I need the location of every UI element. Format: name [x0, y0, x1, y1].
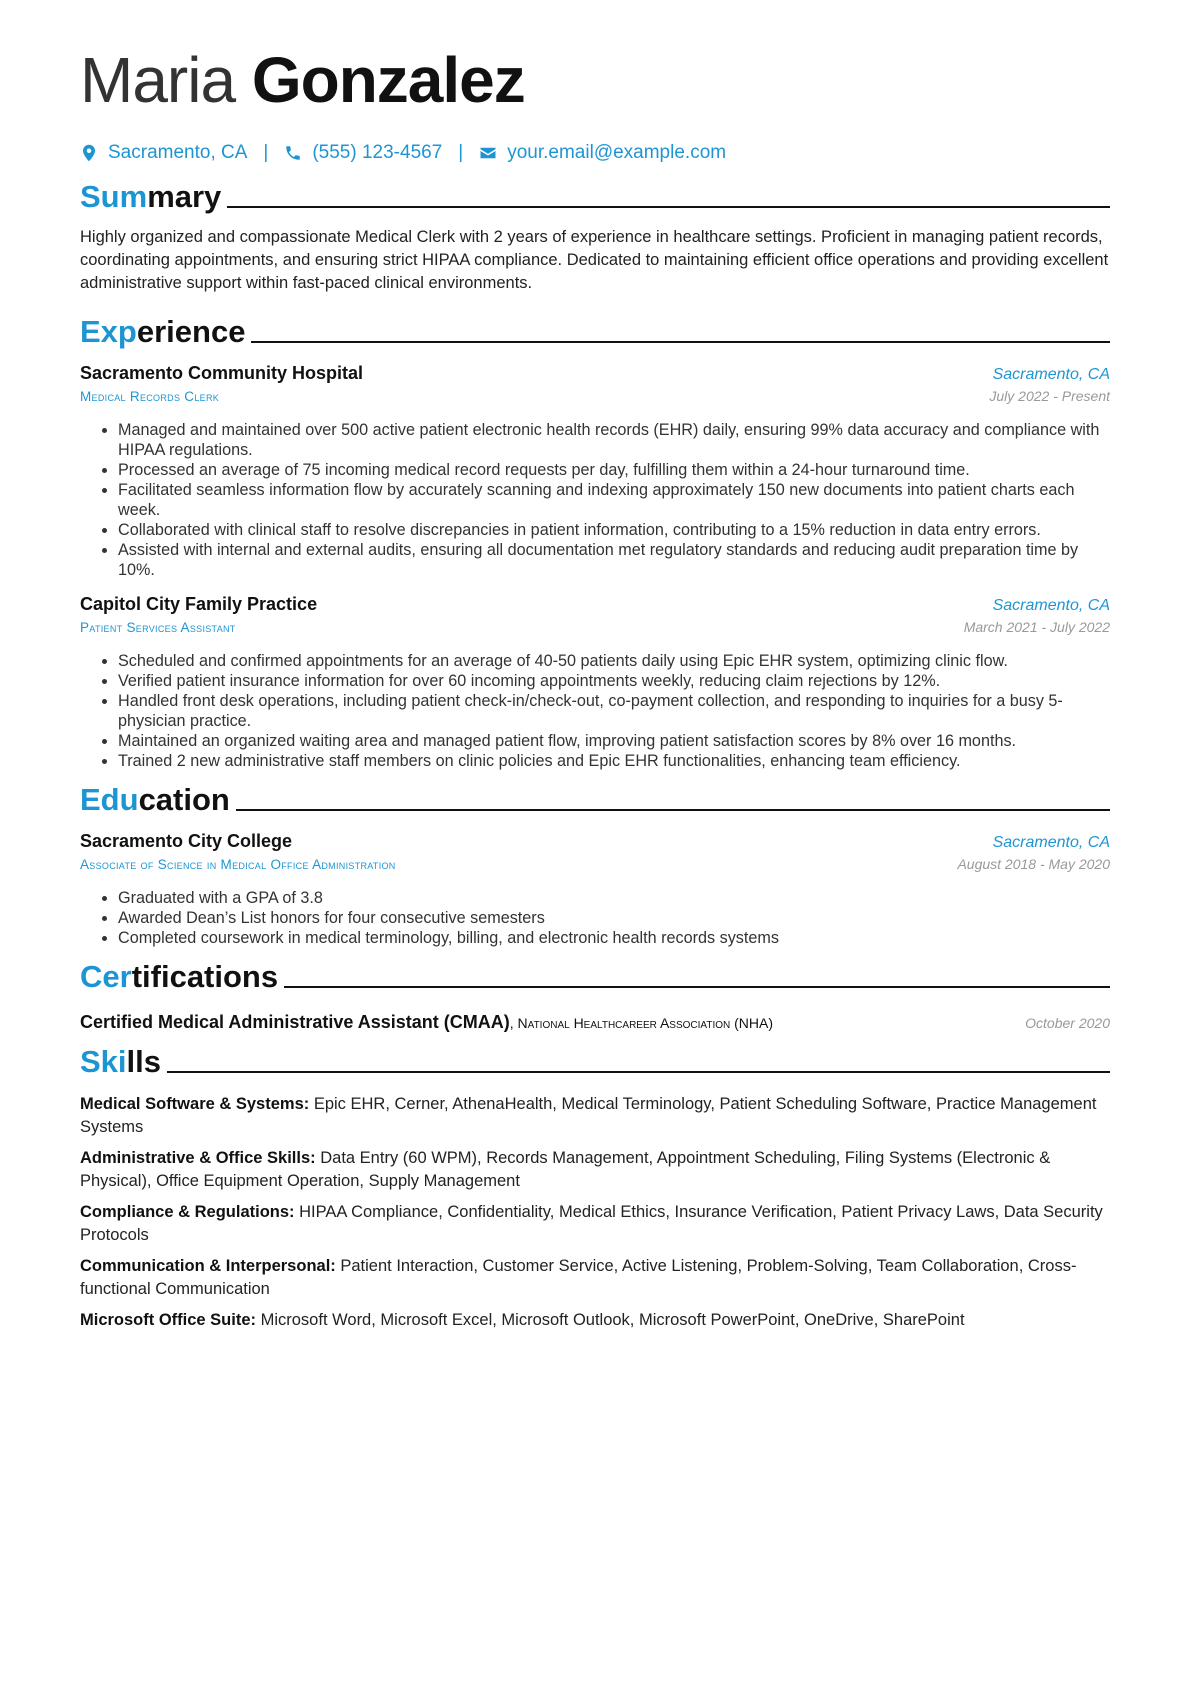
section-title [80, 178, 221, 216]
contact-email[interactable] [479, 142, 726, 164]
bullet-item: • Handled front desk operations, including patient check-in/check-out, co-payment collection, and responding to inquiries for a busy 5-physician practice. [118, 691, 1110, 731]
section-title [80, 958, 278, 996]
job-title: Patient Services Assistant [80, 620, 236, 635]
title-rest: lls [126, 1044, 161, 1079]
skill-label: Communication & Interpersonal: [80, 1257, 336, 1275]
certification-date: October 2020 [1025, 1015, 1110, 1031]
email-link[interactable]: your.email@example.com [507, 142, 727, 163]
job-entry [80, 363, 1110, 580]
job-bullets [80, 651, 1110, 771]
section-title [80, 781, 230, 819]
school-name: Sacramento City College [80, 831, 293, 851]
certifications-heading [80, 958, 1110, 996]
title-rest: mary [147, 179, 222, 214]
section-rule [167, 1071, 1110, 1073]
bullet-item: • Graduated with a GPA of 3.8 [118, 888, 1110, 908]
title-accent: Cer [80, 959, 132, 994]
skill-row [80, 1147, 1110, 1193]
summary-heading [80, 178, 1110, 216]
phone-text[interactable]: (555) 123-4567 [312, 142, 443, 163]
first-name: Maria [80, 44, 236, 116]
bullet-item: • Scheduled and confirmed appointments for an average of 40-50 patients daily using Epic EHR system, optimizing clinic flow. [118, 651, 1110, 671]
school-location: Sacramento, CA [992, 834, 1110, 851]
degree-name: Associate of Science in Medical Office Administration [80, 857, 396, 872]
job-location: Sacramento, CA [992, 366, 1110, 383]
section-title [80, 313, 245, 351]
bullet-item: • Facilitated seamless information flow by accurately scanning and indexing approximately 150 new documents into patient charts each week. [118, 480, 1110, 520]
skills-list [80, 1093, 1110, 1332]
contact-bar [80, 142, 1110, 164]
location-text: Sacramento, CA [108, 142, 248, 163]
skill-label: Microsoft Office Suite: [80, 1311, 257, 1329]
title-accent: Sum [80, 179, 148, 214]
title-rest: erience [136, 314, 246, 349]
job-location: Sacramento, CA [992, 597, 1110, 614]
skills-heading [80, 1043, 1110, 1081]
skill-label: Medical Software & Systems: [80, 1095, 310, 1113]
bullet-item: • Trained 2 new administrative staff members on clinic policies and Epic EHR functionalities, enhancing team efficiency. [118, 751, 1110, 771]
skill-value: Data Entry (60 WPM), Records Management, Appointment Scheduling, Filing Systems (Electronic & Physical), Office Equipment Operation, Supply Management [80, 1149, 1051, 1190]
contact-separator: | [458, 142, 464, 163]
skill-value: Microsoft Word, Microsoft Excel, Microsoft Outlook, Microsoft PowerPoint, OneDrive, SharePoint [256, 1311, 965, 1329]
bullet-item: • Processed an average of 75 incoming medical record requests per day, fulfilling them within a 24-hour turnaround time. [118, 460, 1110, 480]
job-title: Medical Records Clerk [80, 389, 220, 404]
bullet-item: • Awarded Dean’s List honors for four consecutive semesters [118, 908, 1110, 928]
title-accent: Exp [80, 314, 137, 349]
title-accent: Ski [80, 1044, 127, 1079]
job-entry [80, 594, 1110, 771]
bullet-item: • Managed and maintained over 500 active patient electronic health records (EHR) daily, ensuring 99% data accuracy and compliance with HIPAA regulations. [118, 420, 1110, 460]
bullet-item: • Collaborated with clinical staff to resolve discrepancies in patient information, contributing to a 15% reduction in data entry errors. [118, 520, 1110, 540]
education-heading [80, 781, 1110, 819]
last-name: Gonzalez [251, 44, 525, 116]
employer-name: Capitol City Family Practice [80, 594, 318, 614]
skill-label: Administrative & Office Skills: [80, 1149, 316, 1167]
section-rule [251, 341, 1110, 343]
job-dates: March 2021 - July 2022 [963, 619, 1110, 635]
section-title [80, 1043, 161, 1081]
title-rest: tifications [131, 959, 279, 994]
job-bullets [80, 420, 1110, 580]
section-rule [284, 986, 1110, 988]
bullet-item: • Assisted with internal and external audits, ensuring all documentation met regulatory standards and reducing audit preparation time by 10%. [118, 540, 1110, 580]
bullet-item: • Maintained an organized waiting area and managed patient flow, improving patient satisfaction scores by 8% over 16 months. [118, 731, 1110, 751]
skill-value: Epic EHR, Cerner, AthenaHealth, Medical Terminology, Patient Scheduling Software, Practice Management Systems [80, 1095, 1097, 1136]
skill-label: Compliance & Regulations: [80, 1203, 295, 1221]
certification-org: , National Healthcareer Association (NHA) [509, 1015, 774, 1031]
employer-name: Sacramento Community Hospital [80, 363, 364, 383]
bullet-item: • Verified patient insurance information for over 60 incoming appointments weekly, reducing claim rejections by 12%. [118, 671, 1110, 691]
experience-heading [80, 313, 1110, 351]
education-entry [80, 831, 1110, 948]
skill-row [80, 1093, 1110, 1139]
education-dates: August 2018 - May 2020 [957, 856, 1110, 872]
candidate-name [80, 40, 1110, 120]
map-pin-icon [80, 144, 98, 162]
section-rule [227, 206, 1110, 208]
skill-value: Patient Interaction, Customer Service, Active Listening, Problem-Solving, Team Collaboration, Cross-functional Communication [80, 1257, 1077, 1298]
skill-row [80, 1255, 1110, 1301]
summary-text: Highly organized and compassionate Medical Clerk with 2 years of experience in healthcare settings. Proficient in managing patient records, coordinating appointments, and ensuring strict HIPAA compliance. Dedicated to maintaining efficient office operations and providing excellent administrative support within fast-paced clinical environments. [80, 228, 1109, 292]
certification-name: Certified Medical Administrative Assistant (CMAA) [80, 1012, 510, 1032]
contact-phone[interactable] [284, 142, 442, 164]
skill-row [80, 1309, 1110, 1332]
skill-value: HIPAA Compliance, Confidentiality, Medical Ethics, Insurance Verification, Patient Privacy Laws, Data Security Protocols [80, 1203, 1103, 1244]
contact-location [80, 142, 247, 164]
section-rule [236, 809, 1110, 811]
certification-entry [80, 1012, 1110, 1033]
skill-row [80, 1201, 1110, 1247]
education-bullets [80, 888, 1110, 948]
bullet-item: • Completed coursework in medical terminology, billing, and electronic health records systems [118, 928, 1110, 948]
title-accent: Edu [80, 782, 139, 817]
phone-icon [284, 144, 302, 162]
job-dates: July 2022 - Present [989, 388, 1110, 404]
contact-separator: | [263, 142, 269, 163]
envelope-icon [479, 144, 497, 162]
title-rest: cation [138, 782, 230, 817]
